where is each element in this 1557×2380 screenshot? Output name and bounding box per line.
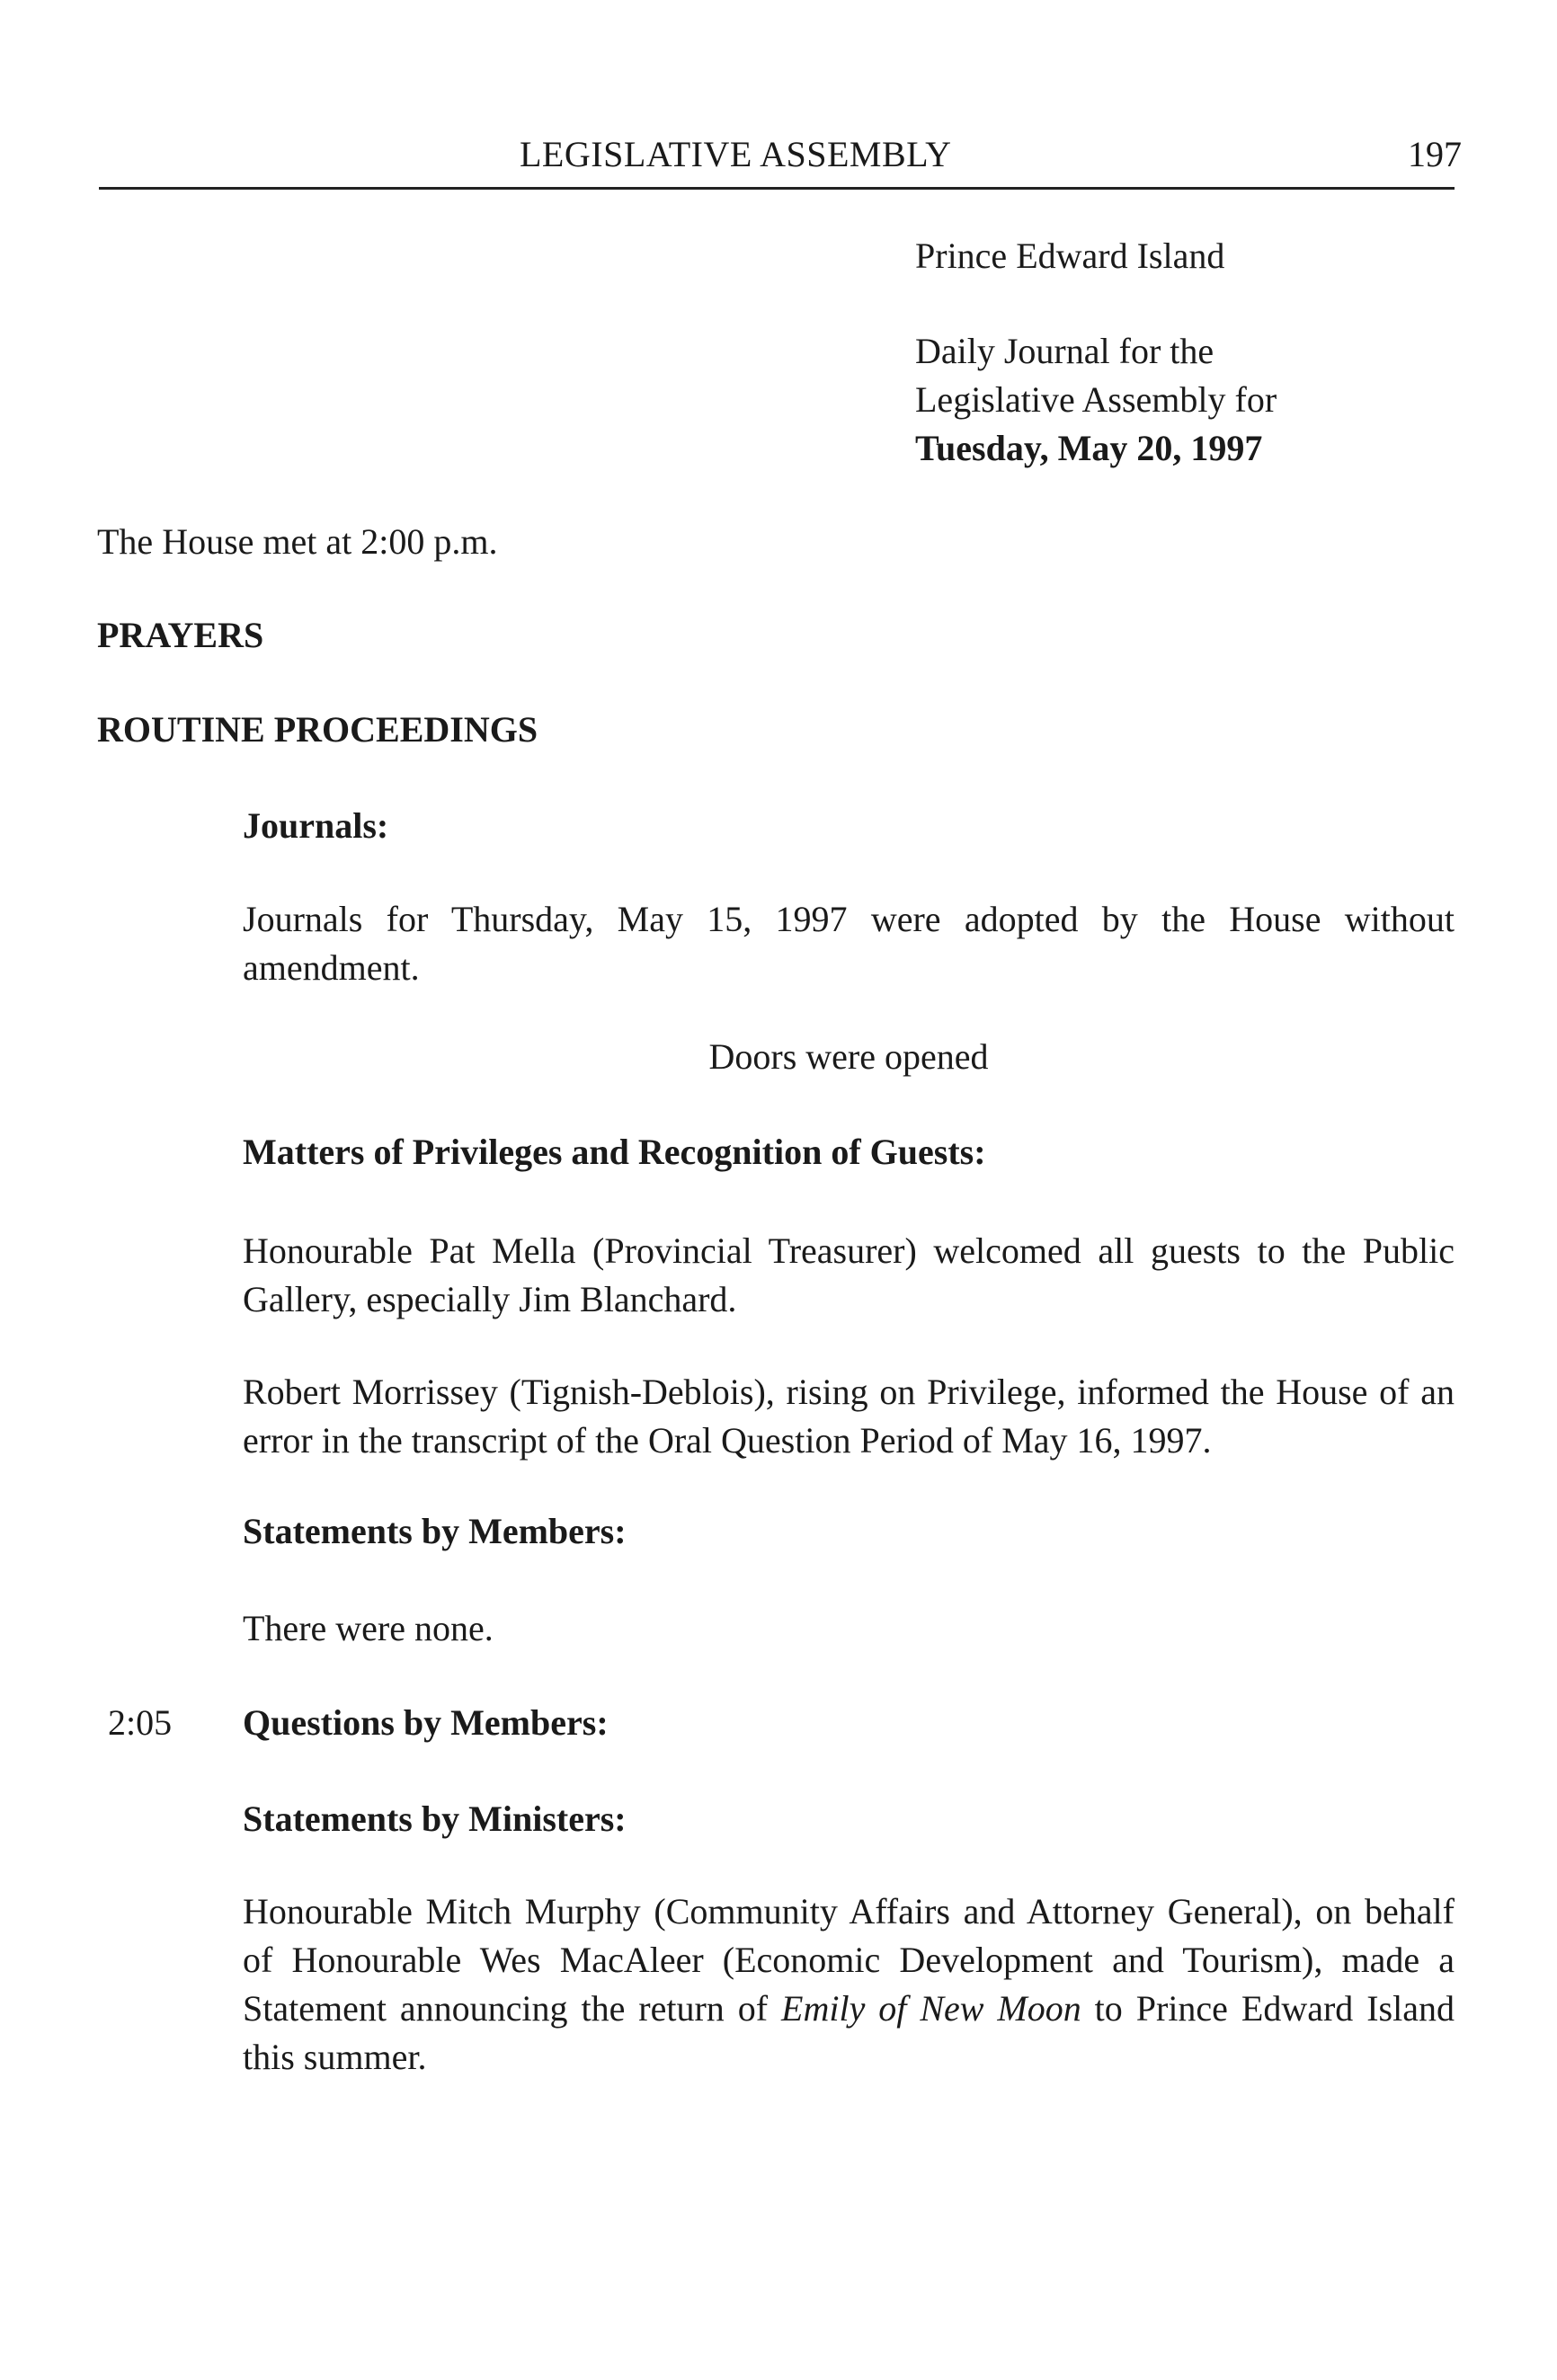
statements-members-heading: Statements by Members: — [243, 1511, 627, 1551]
routine-proceedings-heading: ROUTINE PROCEEDINGS — [97, 709, 538, 750]
statements-ministers-heading: Statements by Ministers: — [243, 1798, 627, 1839]
ministers-text-before: Honourable Mitch Murphy (Community Affairs and Attorney General), on behalf of Honourable Wes MacAleer (Economic Development and Tourism), made a Statement announcing the return of — [243, 1891, 1455, 2029]
doors-opened-line: Doors were opened — [708, 1036, 989, 1077]
prayers-heading: PRAYERS — [97, 615, 264, 655]
journals-paragraph: Journals for Thursday, May 15, 1997 were adopted by the House without amendment. — [243, 899, 1455, 988]
privileges-paragraph-1: Honourable Pat Mella (Provincial Treasurer) welcomed all guests to the Public Gallery, especially Jim Blanchard. — [243, 1230, 1455, 1319]
header-rule — [99, 187, 1455, 190]
house-met-line: The House met at 2:00 p.m. — [97, 521, 498, 562]
ministers-text-after: to Prince Edward Island this summer. — [243, 1988, 1455, 2077]
province-name: Prince Edward Island — [915, 235, 1225, 276]
statements-members-text: There were none. — [243, 1608, 494, 1648]
journal-date: Tuesday, May 20, 1997 — [915, 428, 1263, 468]
statements-ministers-paragraph — [243, 1887, 1455, 2082]
privileges-heading: Matters of Privileges and Recognition of Guests: — [243, 1132, 986, 1172]
journals-heading: Journals: — [243, 805, 389, 846]
page-number: 197 — [1408, 134, 1462, 174]
ministers-text-title: Emily of New Moon — [781, 1988, 1081, 2029]
journal-line-2: Legislative Assembly for — [915, 379, 1277, 420]
questions-heading: Questions by Members: — [243, 1702, 609, 1743]
privileges-paragraph-2: Robert Morrissey (Tignish-Deblois), rising on Privilege, informed the House of an error in the transcript of the Oral Question Period of May 16, 1997. — [243, 1372, 1455, 1461]
journal-line-1: Daily Journal for the — [915, 331, 1214, 371]
time-note: 2:05 — [108, 1702, 173, 1743]
header-title: LEGISLATIVE ASSEMBLY — [520, 134, 952, 174]
